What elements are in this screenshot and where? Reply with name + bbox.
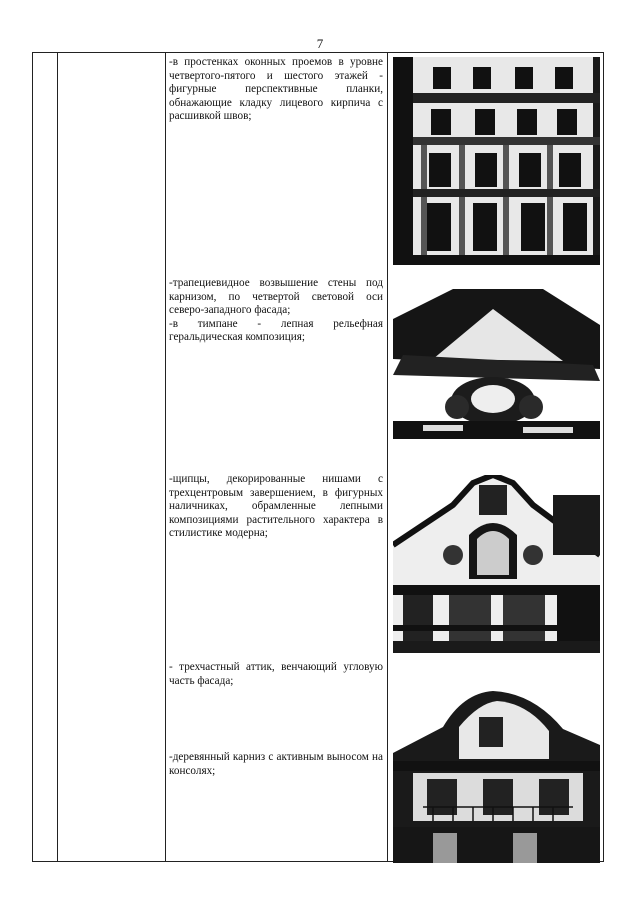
gable-niche-photo	[393, 475, 600, 653]
row-1-line-1: -в простенках оконных проемов в уровне четвертого-пятого и шестого этажей - фигурные перспективные планки, обнажающие кладку лицевого кирпича с расшивкой швов;	[169, 56, 383, 123]
facade-windows-photo	[393, 57, 600, 265]
row-4-line-1: - трехчастный аттик, венчающий угловую часть фасада;	[169, 661, 383, 687]
row-2-description	[169, 277, 383, 345]
row-4-description	[169, 661, 383, 688]
row-2-line-2: -в тимпане - лепная рельефная геральдическая композиция;	[169, 317, 383, 344]
tympanum-relief-photo	[393, 289, 600, 439]
row-3-line-1: -щипцы, декорированные нишами с трехцентровым завершением, в фигурных наличниках, обрамленные лепными композициями растительного характера в стилистике модерна;	[169, 473, 383, 540]
row-2-line-1: -трапециевидное возвышение стены под карнизом, по четвертой световой оси северо-западного фасада;	[169, 277, 383, 317]
corner-attic-photo	[393, 687, 600, 863]
row-1-description	[169, 56, 383, 124]
row-5-description	[169, 751, 383, 778]
description-table	[32, 52, 604, 862]
column-divider-1	[57, 53, 58, 861]
column-divider-2	[165, 53, 166, 861]
row-5-line-1: -деревянный карниз с активным выносом на консолях;	[169, 751, 383, 777]
page-number: 7	[316, 36, 324, 51]
row-3-description	[169, 473, 383, 541]
column-divider-3	[387, 53, 388, 861]
